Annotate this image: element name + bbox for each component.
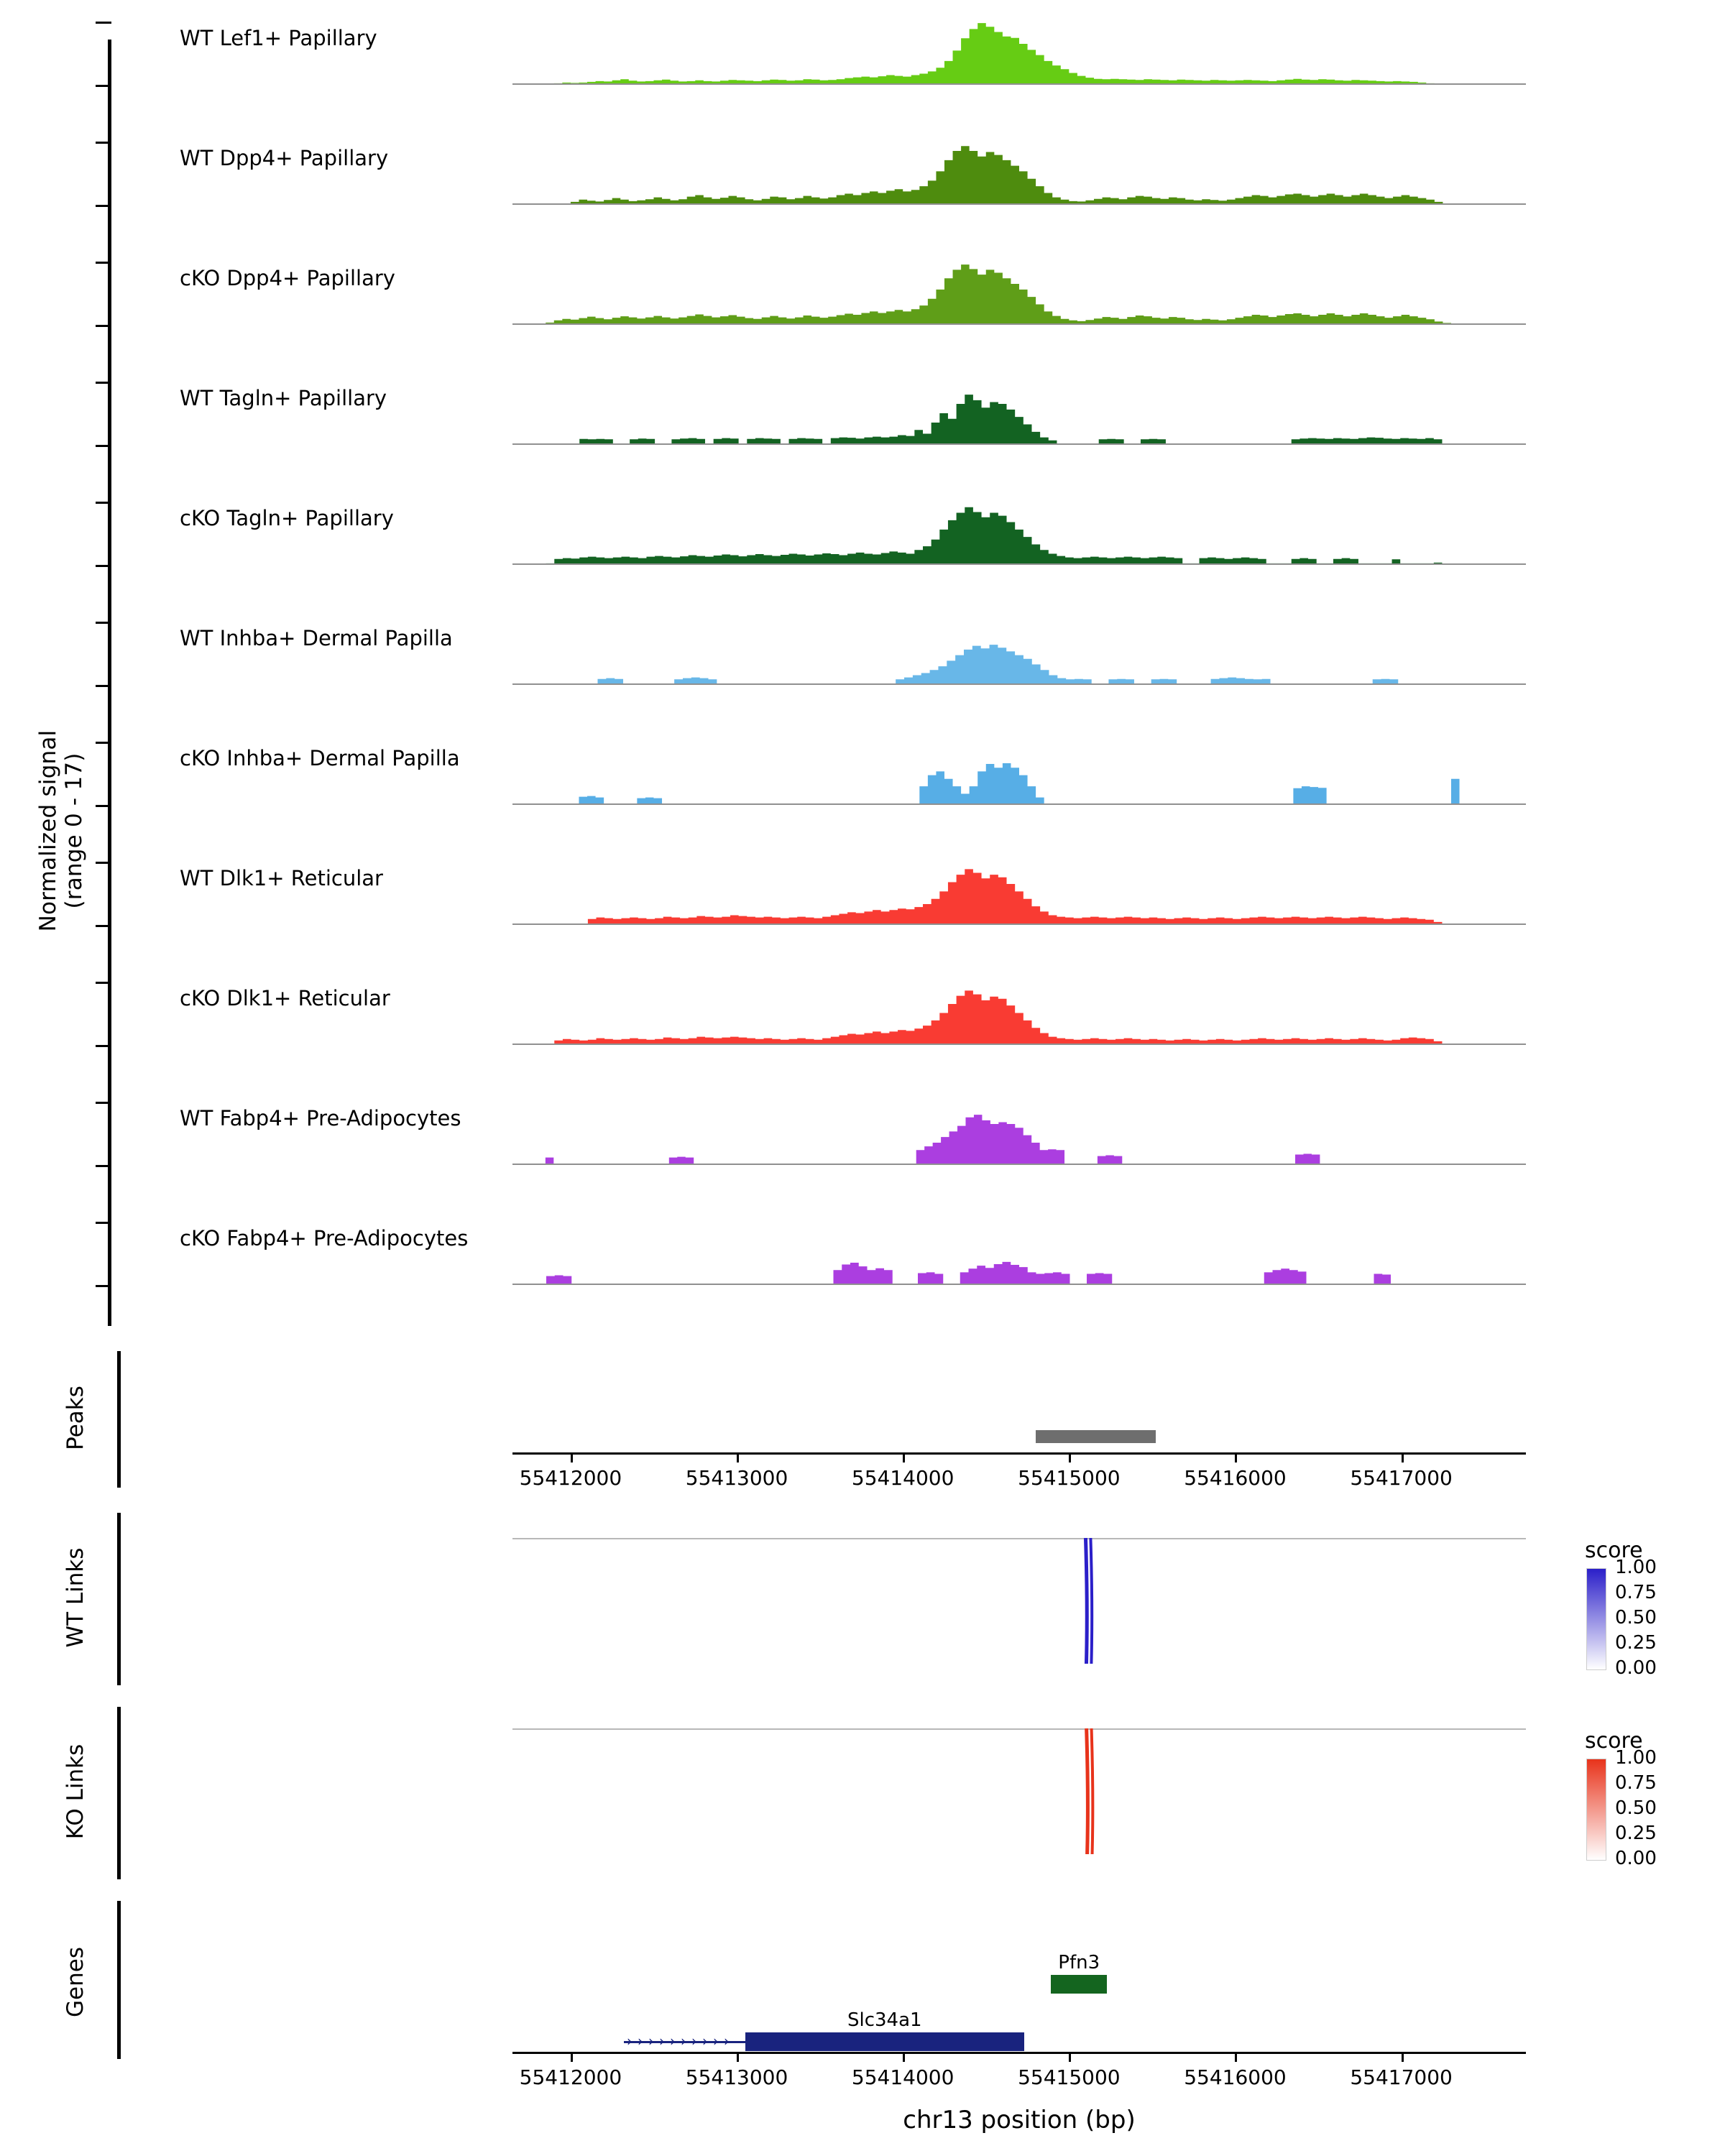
ko-links-legend-ramp xyxy=(1586,1759,1606,1861)
wt-links-panel-spine xyxy=(117,1513,121,1685)
x-axis-tick-label: 55414000 xyxy=(851,2065,954,2089)
x-axis-tick xyxy=(903,1455,905,1462)
gene-body xyxy=(745,2032,1024,2051)
track-baseline xyxy=(512,1284,1526,1285)
gene-body xyxy=(1051,1975,1108,1994)
signal-axis-tick xyxy=(96,382,111,384)
gene-name: Slc34a1 xyxy=(847,2009,922,2031)
x-axis-tick-label: 55415000 xyxy=(1018,2065,1121,2089)
x-axis-tick-label: 55413000 xyxy=(685,2065,788,2089)
y-axis-label-line2: (range 0 - 17) xyxy=(61,752,87,909)
signal-axis-tick xyxy=(96,805,111,807)
peak-bar xyxy=(1036,1430,1155,1443)
x-axis-tick xyxy=(737,2054,739,2062)
x-axis-tick xyxy=(1069,2054,1071,2062)
x-axis-tick-label: 55416000 xyxy=(1184,1466,1287,1490)
track-label: cKO Fabp4+ Pre-Adipocytes xyxy=(180,1226,469,1250)
track-baseline xyxy=(512,683,1526,685)
signal-axis-tick xyxy=(96,925,111,927)
signal-axis-tick xyxy=(96,325,111,327)
signal-axis-tick xyxy=(96,445,111,447)
x-axis-tick-label: 55413000 xyxy=(685,1466,788,1490)
legend-tick-label: 0.25 xyxy=(1615,1632,1657,1654)
ko-links-track xyxy=(512,1728,1526,1872)
x-axis-tick xyxy=(903,2054,905,2062)
x-axis-tick-label: 55416000 xyxy=(1184,2065,1287,2089)
signal-axis-tick xyxy=(96,262,111,264)
peaks-panel-spine xyxy=(117,1351,121,1488)
legend-tick-label: 0.75 xyxy=(1615,1772,1657,1794)
track-profile xyxy=(512,502,1526,565)
genes-x-axis-line xyxy=(512,2052,1526,2054)
track-baseline xyxy=(512,923,1526,925)
ko-links-legend-title: score xyxy=(1585,1728,1643,1754)
signal-axis-tick xyxy=(96,205,111,207)
signal-axis-tick xyxy=(96,862,111,864)
peaks-panel-label: Peaks xyxy=(63,1386,88,1450)
genes-track xyxy=(512,1901,1526,2059)
signal-axis-tick xyxy=(96,982,111,984)
wt-links-track xyxy=(512,1538,1526,1682)
signal-axis-tick xyxy=(96,565,111,567)
track-profile xyxy=(512,982,1526,1045)
x-axis-tick xyxy=(1402,1455,1404,1462)
track-baseline xyxy=(512,1164,1526,1165)
signal-axis-tick xyxy=(96,742,111,744)
ko-links-panel-spine xyxy=(117,1707,121,1879)
signal-axis-tick xyxy=(96,1222,111,1224)
x-axis-tick-label: 55412000 xyxy=(519,2065,622,2089)
track-baseline xyxy=(512,203,1526,205)
legend-tick-label: 1.00 xyxy=(1615,1747,1657,1769)
signal-axis-tick xyxy=(96,502,111,504)
legend-tick-label: 0.25 xyxy=(1615,1823,1657,1844)
x-axis-tick xyxy=(1069,1455,1071,1462)
track-profile xyxy=(512,742,1526,805)
signal-axis-spine xyxy=(108,40,111,1326)
legend-tick-label: 0.50 xyxy=(1615,1607,1657,1628)
legend-tick-label: 1.00 xyxy=(1615,1557,1657,1578)
track-profile xyxy=(512,262,1526,325)
ko-links-panel-label: KO Links xyxy=(63,1743,88,1840)
legend-tick-label: 0.00 xyxy=(1615,1657,1657,1679)
wt-links-legend-ramp xyxy=(1586,1568,1606,1670)
y-axis-label-line1: Normalized signal xyxy=(35,729,61,932)
x-axis-tick xyxy=(1402,2054,1404,2062)
track-profile xyxy=(512,382,1526,445)
legend-tick-label: 0.75 xyxy=(1615,1582,1657,1603)
signal-axis-tick xyxy=(96,142,111,144)
legend-tick-label: 0.00 xyxy=(1615,1848,1657,1869)
track-profile xyxy=(512,862,1526,925)
track-baseline xyxy=(512,323,1526,325)
signal-axis-tick xyxy=(96,685,111,687)
gene-strand-arrows-icon: ›››››››››› xyxy=(626,2032,735,2050)
signal-axis-tick xyxy=(96,85,111,87)
x-axis-tick xyxy=(571,2054,573,2062)
y-axis-label xyxy=(35,507,87,1154)
track-label: cKO Dlk1+ Reticular xyxy=(180,986,390,1010)
track-label: WT Fabp4+ Pre-Adipocytes xyxy=(180,1106,461,1130)
x-axis-tick xyxy=(571,1455,573,1462)
track-profile xyxy=(512,1222,1526,1285)
x-axis-tick-label: 55412000 xyxy=(519,1466,622,1490)
signal-axis-tick xyxy=(96,622,111,624)
track-baseline xyxy=(512,803,1526,805)
track-label: WT Dlk1+ Reticular xyxy=(180,866,383,890)
wt-links-panel-label: WT Links xyxy=(63,1547,88,1648)
track-baseline xyxy=(512,1044,1526,1045)
track-baseline xyxy=(512,83,1526,85)
signal-axis-tick xyxy=(96,1045,111,1047)
track-label: WT Dpp4+ Papillary xyxy=(180,146,389,170)
x-axis-tick-label: 55415000 xyxy=(1018,1466,1121,1490)
x-axis-tick-label: 55417000 xyxy=(1350,1466,1453,1490)
track-baseline xyxy=(512,563,1526,565)
track-label: cKO Dpp4+ Papillary xyxy=(180,266,395,290)
wt-links-legend-title: score xyxy=(1585,1538,1643,1563)
genes-panel-spine xyxy=(117,1901,121,2059)
peaks-x-axis-line xyxy=(512,1452,1526,1455)
track-label: cKO Tagln+ Papillary xyxy=(180,506,394,530)
track-label: WT Inhba+ Dermal Papilla xyxy=(180,626,453,650)
x-axis-tick-label: 55414000 xyxy=(851,1466,954,1490)
track-label: cKO Inhba+ Dermal Papilla xyxy=(180,746,460,770)
track-profile xyxy=(512,622,1526,685)
x-axis-tick xyxy=(1235,2054,1237,2062)
signal-axis-tick xyxy=(96,1285,111,1287)
x-axis-tick xyxy=(1235,1455,1237,1462)
track-label: WT Lef1+ Papillary xyxy=(180,26,377,50)
signal-axis-tick xyxy=(96,1102,111,1104)
legend-tick-label: 0.50 xyxy=(1615,1797,1657,1819)
x-axis-tick-label: 55417000 xyxy=(1350,2065,1453,2089)
track-profile xyxy=(512,22,1526,85)
track-label: WT Tagln+ Papillary xyxy=(180,386,387,410)
track-profile xyxy=(512,1102,1526,1165)
x-axis-tick xyxy=(737,1455,739,1462)
signal-axis-tick xyxy=(96,22,111,24)
track-baseline xyxy=(512,443,1526,445)
genes-panel-label: Genes xyxy=(63,1947,88,2017)
x-axis-title: chr13 position (bp) xyxy=(903,2106,1136,2134)
track-profile xyxy=(512,142,1526,205)
signal-axis-tick xyxy=(96,1165,111,1167)
gene-name: Pfn3 xyxy=(1058,1952,1100,1973)
